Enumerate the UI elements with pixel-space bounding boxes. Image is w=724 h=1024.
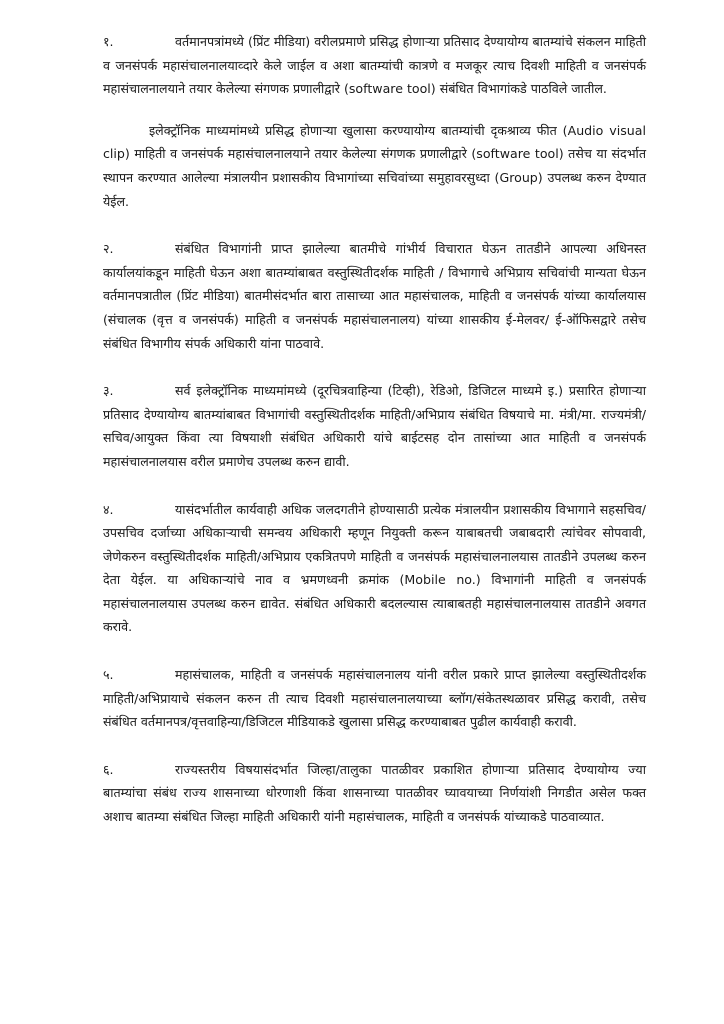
paragraph-text: वर्तमानपत्रांमध्ये (प्रिंट मीडिया) वरीलप्रमाणे प्रसिद्ध होणाऱ्या प्रतिसाद देण्यायोग्य बातम्यांचे संकलन माहिती व जनसंपर्क महासंचालनालयाव्दारे केले जाईल व अशा बातम्यांची कात्रणे व मजकूर त्याच दिवशी माहिती व जनसंपर्क महासंचालनालयाने तयार केलेल्या संगणक प्रणालीद्वारे (software tool) संबंधित विभागांकडे पाठविले जातील. — [103, 34, 646, 97]
paragraph-3 — [103, 379, 646, 473]
paragraph-5 — [103, 663, 646, 734]
paragraph-4 — [103, 498, 646, 640]
paragraph-text: यासंदर्भातील कार्यवाही अधिक जलदगतीने होण्यासाठी प्रत्येक मंत्रालयीन प्रशासकीय विभागाने सहसचिव/उपसचिव दर्जाच्या अधिकाऱ्याची समन्वय अधिकारी म्हणून नियुक्ती करून याबाबतची जबाबदारी त्यांचेवर सोपवावी, जेणेकरुन वस्तुस्थितीदर्शक माहिती/अभिप्राय एकत्रितपणे माहिती व जनसंपर्क महासंचालनालयास तातडीने उपलब्ध करुन देता येईल. या अधिकाऱ्यांचे नाव व भ्रमणध्वनी क्रमांक (Mobile no.) विभागांनी माहिती व जनसंपर्क महासंचालनालयास उपलब्ध करुन द्यावेत. संबंधित अधिकारी बदलल्यास त्याबाबतही महासंचालनालयास तातडीने अवगत करावे. — [103, 501, 646, 635]
paragraph-number: ४. — [103, 501, 114, 517]
paragraph-number: १. — [103, 34, 114, 49]
paragraph-2 — [103, 237, 646, 355]
paragraph-text: सर्व इलेक्ट्रॉनिक माध्यमांमध्ये (दूरचित्रवाहिन्या (टिव्ही), रेडिओ, डिजिटल माध्यमे इ.) प्रसारित होणाऱ्या प्रतिसाद देण्यायोग्य बातम्यांबाबत विभागांची वस्तुस्थितीदर्शक माहिती/अभिप्राय संबंधित विषयाचे मा. मंत्री/मा. राज्यमंत्री/सचिव/आयुक्त किंवा त्या विषयाशी संबंधित अधिकारी यांचे बाईटसह दोन तासांच्या आत माहिती व जनसंपर्क महासंचालनालयास वरील प्रमाणेच उपलब्ध करुन द्यावी. — [103, 383, 646, 469]
paragraph-number: ५. — [103, 667, 114, 683]
paragraph-text: संबंधित विभागांनी प्राप्त झालेल्या बातमीचे गांभीर्य विचारात घेऊन तातडीने आपल्या अधिनस्त कार्यालयांकडून माहिती घेऊन अशा बातम्यांबाबत वस्तुस्थितीदर्शक माहिती / विभागाचे अभिप्राय सचिवांची मान्यता घेऊन वर्तमानपत्रातील (प्रिंट मीडिया) बातमीसंदर्भात बारा तासाच्या आत महासंचालक, माहिती व जनसंपर्क यांच्या कार्यालयास (संचालक (वृत्त व जनसंपर्क) माहिती व जनसंपर्क महासंचालनालय) यांच्या शासकीय ई-मेलवर/ ई-ऑफिसद्वारे तसेच संबंधित विभागीय संपर्क अधिकारी यांना पाठवावे. — [103, 241, 646, 351]
paragraph-number: २. — [103, 241, 114, 257]
paragraph-number: ३. — [103, 383, 114, 399]
paragraph-6 — [103, 758, 646, 829]
paragraph-1 — [103, 30, 646, 101]
paragraph-1-continued — [103, 119, 646, 213]
paragraph-text: इलेक्ट्रॉनिक माध्यमांमध्ये प्रसिद्ध होणाऱ्या खुलासा करण्यायोग्य बातम्यांची दृकश्राव्य फीत (Audio visual clip) माहिती व जनसंपर्क महासंचालनालयाने तयार केलेल्या संगणक प्रणालीद्वारे (software tool) तसेच या संदर्भात स्थापन करण्यात आलेल्या मंत्रालयीन प्रशासकीय विभागांच्या सचिवांच्या समुहावरसुध्दा (Group) उपलब्ध करुन देण्यात येईल. — [103, 122, 646, 209]
paragraph-text: महासंचालक, माहिती व जनसंपर्क महासंचालनालय यांनी वरील प्रकारे प्राप्त झालेल्या वस्तुस्थितीदर्शक माहिती/अभिप्रायाचे संकलन करुन ती त्याच दिवशी महासंचालनालयाच्या ब्लॉग/संकेतस्थळावर प्रसिद्ध करावी, तसेच संबंधित वर्तमानपत्र/वृत्तवाहिन्या/डिजिटल मीडियाकडे खुलासा प्रसिद्ध करण्याबाबत पुढील कार्यवाही करावी. — [103, 667, 646, 730]
paragraph-text: राज्यस्तरीय विषयासंदर्भात जिल्हा/तालुका पातळीवर प्रकाशित होणाऱ्या प्रतिसाद देण्यायोग्य ज्या बातम्यांचा संबंध राज्य शासनाच्या धोरणाशी किंवा शासनाच्या पातळीवर घ्यावयाच्या निर्णयांशी निगडीत असेल फक्त अशाच बातम्या संबंधित जिल्हा माहिती अधिकारी यांनी महासंचालक, माहिती व जनसंपर्क यांच्याकडे पाठवाव्यात. — [103, 761, 646, 825]
paragraph-number: ६. — [103, 761, 114, 777]
